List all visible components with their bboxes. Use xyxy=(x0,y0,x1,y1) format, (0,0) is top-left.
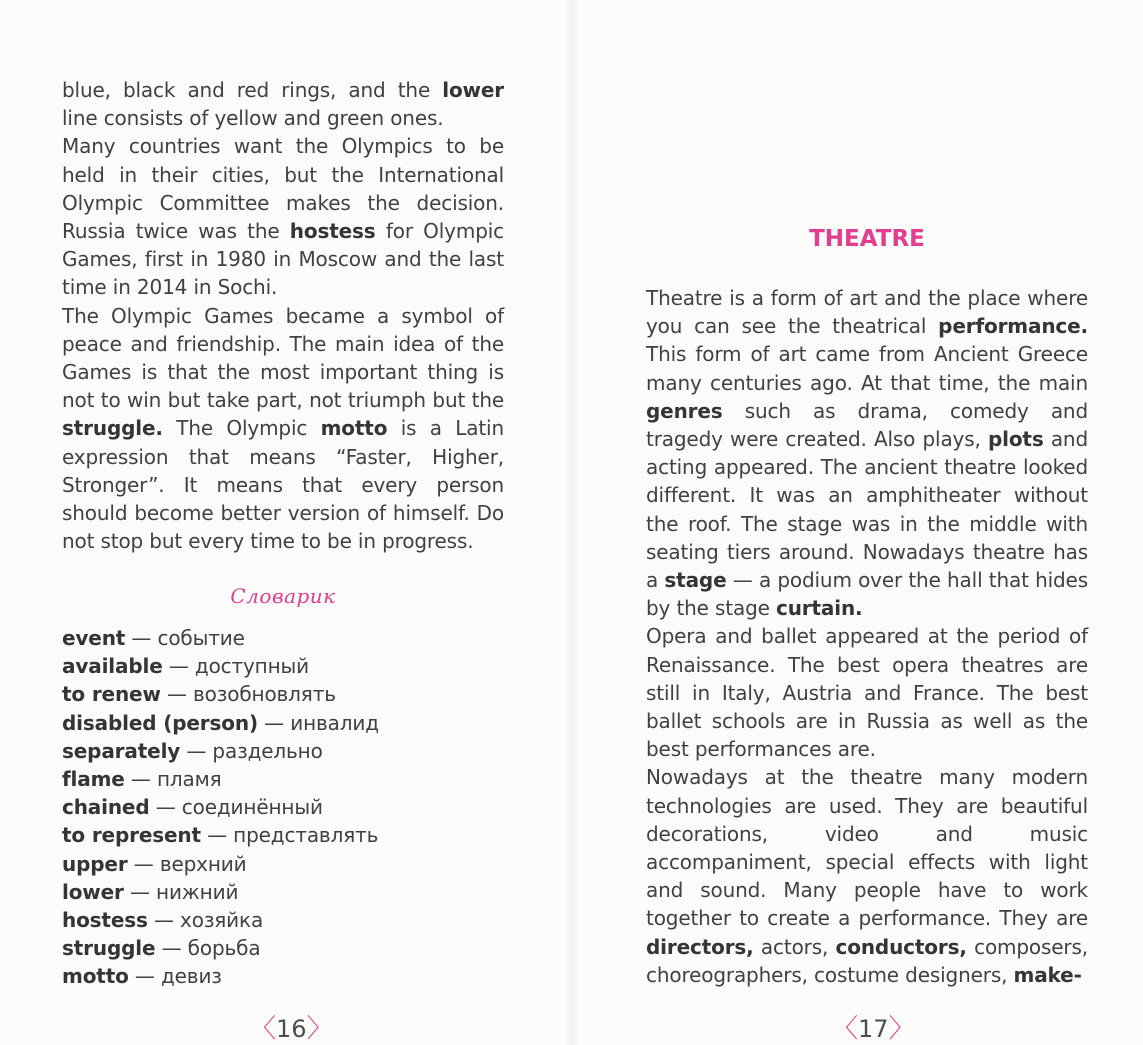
key-term: directors, xyxy=(646,934,754,959)
vocabulary-term: to renew xyxy=(62,682,161,707)
page-number-value: 17 xyxy=(858,1015,889,1043)
vocabulary-entry: separately — раздельно xyxy=(62,738,323,763)
theatre-text-column xyxy=(646,284,1088,989)
vocabulary-term: chained xyxy=(62,795,150,820)
key-term: conductors, xyxy=(835,934,967,959)
vocabulary-term: to represent xyxy=(62,823,201,848)
vocabulary-entry: event — событие xyxy=(62,626,245,650)
key-term: curtain. xyxy=(776,596,863,621)
book-gutter xyxy=(565,0,579,1045)
bracket-open: 〈 xyxy=(832,1014,859,1044)
key-term: plots xyxy=(987,427,1044,452)
paragraph: The Olympic Games became a symbol of peace and friendship. The main idea of the Games is that the most important thing is not to win but take part, not triumph but the struggle. The Olympic motto is a Latin expression that means “Faster, Higher, Stronger”. It means that every person should become better version of himself. Do not stop but every time to be in progress. xyxy=(62,303,504,554)
vocabulary-term: struggle xyxy=(62,936,156,961)
vocabulary-heading: Словарик xyxy=(230,584,336,608)
key-term: lower xyxy=(442,78,504,102)
vocabulary-entry: to renew — возобновлять xyxy=(62,682,336,707)
section-title: THEATRE xyxy=(809,226,925,252)
page-number-left xyxy=(250,1014,333,1044)
vocabulary-entry: motto — девиз xyxy=(62,964,222,989)
key-term: performance. xyxy=(938,314,1088,339)
key-term: motto xyxy=(320,416,388,441)
vocabulary-term: upper xyxy=(62,851,128,876)
vocabulary-term: separately xyxy=(62,738,181,763)
vocabulary-term: motto xyxy=(62,964,129,989)
vocabulary-entry: lower — нижний xyxy=(62,879,239,904)
vocabulary-entry: chained — соединённый xyxy=(62,795,323,820)
bracket-open: 〈 xyxy=(250,1014,277,1044)
vocabulary-entry: available — доступный xyxy=(62,654,310,679)
paragraph: Many countries want the Olympics to be held in their cities, but the International Olympic Committee makes the decision. Russia twice was the hostess for Olympic Games, first in 1980 in Moscow and the last time in 2014 in Sochi. xyxy=(62,134,504,300)
paragraph: Opera and ballet appeared at the period of Renaissance. The best opera theatres are still in Italy, Austria and France. The best ballet schools are in Russia as well as the best performances are. xyxy=(646,624,1088,762)
key-term: hostess xyxy=(289,219,376,244)
page-number-right xyxy=(832,1014,915,1044)
vocabulary-term: hostess xyxy=(62,908,148,933)
key-term: stage xyxy=(664,568,727,593)
vocabulary-entry: disabled (person) — инвалид xyxy=(62,710,379,735)
bracket-close: 〉 xyxy=(306,1014,333,1044)
vocabulary-term: event xyxy=(62,626,126,650)
vocabulary-entry: to represent — представлять xyxy=(62,823,379,848)
olympics-text-column xyxy=(62,76,504,555)
paragraph: Theatre is a form of art and the place where you can see the theatrical performance. This form of art came from Ancient Greece many centuries ago. At that time, the main genres such as drama, comedy and tragedy were created. Also plays, plots and acting appeared. The ancient theatre looked different. It was an amphitheater without the roof. The stage was in the middle with seating tiers around. Nowadays theatre has a stage — a podium over the hall that hides by the stage curtain. xyxy=(646,286,1088,621)
paragraph: blue, black and red rings, and the lower line consists of yellow and green ones. xyxy=(62,78,504,131)
vocabulary-entry: struggle — борьба xyxy=(62,936,261,961)
vocabulary-list xyxy=(62,624,522,991)
vocabulary-entry: upper — верхний xyxy=(62,851,247,876)
vocabulary-entry: hostess — хозяйка xyxy=(62,908,264,933)
vocabulary-term: disabled (person) xyxy=(62,710,258,735)
vocabulary-entry: flame — пламя xyxy=(62,767,222,792)
key-term: struggle. xyxy=(62,416,163,441)
bracket-close: 〉 xyxy=(888,1014,915,1044)
vocabulary-term: lower xyxy=(62,879,124,904)
page-number-value: 16 xyxy=(276,1015,307,1043)
key-term: make- xyxy=(1013,962,1082,987)
paragraph: Nowadays at the theatre many modern technologies are used. They are beautiful decorations, video and music accompaniment, special effects with light and sound. Many people have to work together to create a performance. They are directors, actors, conductors, composers, choreographers, costume designers, make- xyxy=(646,765,1088,987)
vocabulary-term: available xyxy=(62,654,163,679)
key-term: genres xyxy=(646,398,723,423)
vocabulary-term: flame xyxy=(62,767,125,792)
